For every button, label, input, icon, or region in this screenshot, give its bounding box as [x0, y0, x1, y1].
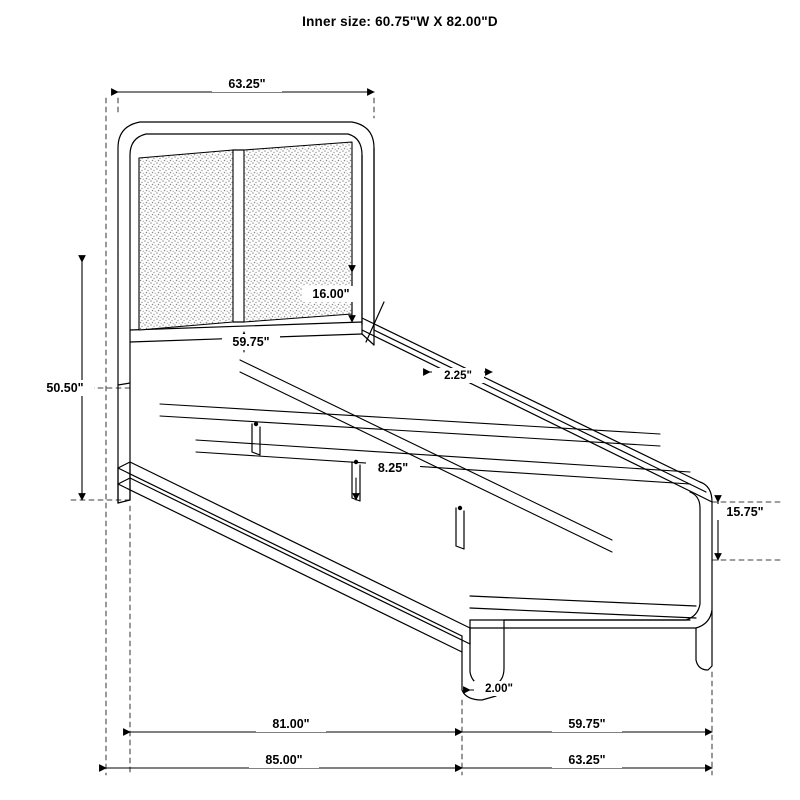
footboard-outer-frame [470, 482, 712, 628]
dim-label-headboard-inner-width: 59.75" [232, 335, 270, 349]
footboard-mid-rail [470, 596, 696, 606]
headboard-panel-divider [233, 150, 244, 322]
dim-label-footboard-inner-width: 59.75" [568, 717, 606, 731]
headboard-left-post-foot [118, 383, 130, 385]
footboard-mid-rail-edge [470, 608, 696, 618]
slat-rail-lower [196, 440, 690, 472]
slat-rail-lower-edge [196, 452, 690, 484]
footboard-back-leg [696, 610, 712, 670]
page-title: Inner size: 60.75"W X 82.00"D [302, 14, 498, 29]
support-leg-3 [456, 508, 464, 549]
near-side-rail-outer [118, 468, 462, 636]
footboard-front-leg [470, 620, 504, 686]
center-support-beam-top [240, 360, 612, 540]
support-leg-3-joint [458, 506, 462, 510]
headboard-panel-left [139, 150, 233, 330]
support-leg-2-joint [354, 460, 358, 464]
support-leg-1 [252, 424, 260, 455]
left-leg-foot [118, 500, 130, 503]
footboard-corner-top [700, 496, 712, 502]
dim-label-headboard-width: 63.25" [228, 77, 266, 91]
near-side-rail-outer-bottom [118, 484, 462, 652]
dim-label-leg-thickness: 2.00" [485, 683, 513, 695]
dim-label-side-rail-length: 81.00" [272, 717, 310, 731]
dim-label-overall-depth: 85.00" [265, 753, 303, 767]
near-side-rail-top [130, 462, 470, 628]
slat-rail-upper-edge [160, 416, 660, 446]
dim-label-footboard-height: 15.75" [726, 505, 764, 519]
slat-rail-upper [160, 404, 660, 434]
support-leg-1-joint [254, 422, 258, 426]
dim-label-headboard-inner-height: 16.00" [312, 287, 350, 301]
far-side-rail-outer [374, 330, 706, 492]
dim-label-overall-height: 50.50" [46, 381, 84, 395]
dim-label-rail-thickness: 2.25" [444, 370, 472, 382]
dim-label-overall-width: 63.25" [568, 753, 606, 767]
near-side-rail-bottom [130, 478, 470, 644]
center-support-beam-bottom [240, 372, 612, 552]
dim-label-slat-support-height: 8.25" [377, 461, 409, 475]
far-side-rail-top [362, 318, 700, 482]
